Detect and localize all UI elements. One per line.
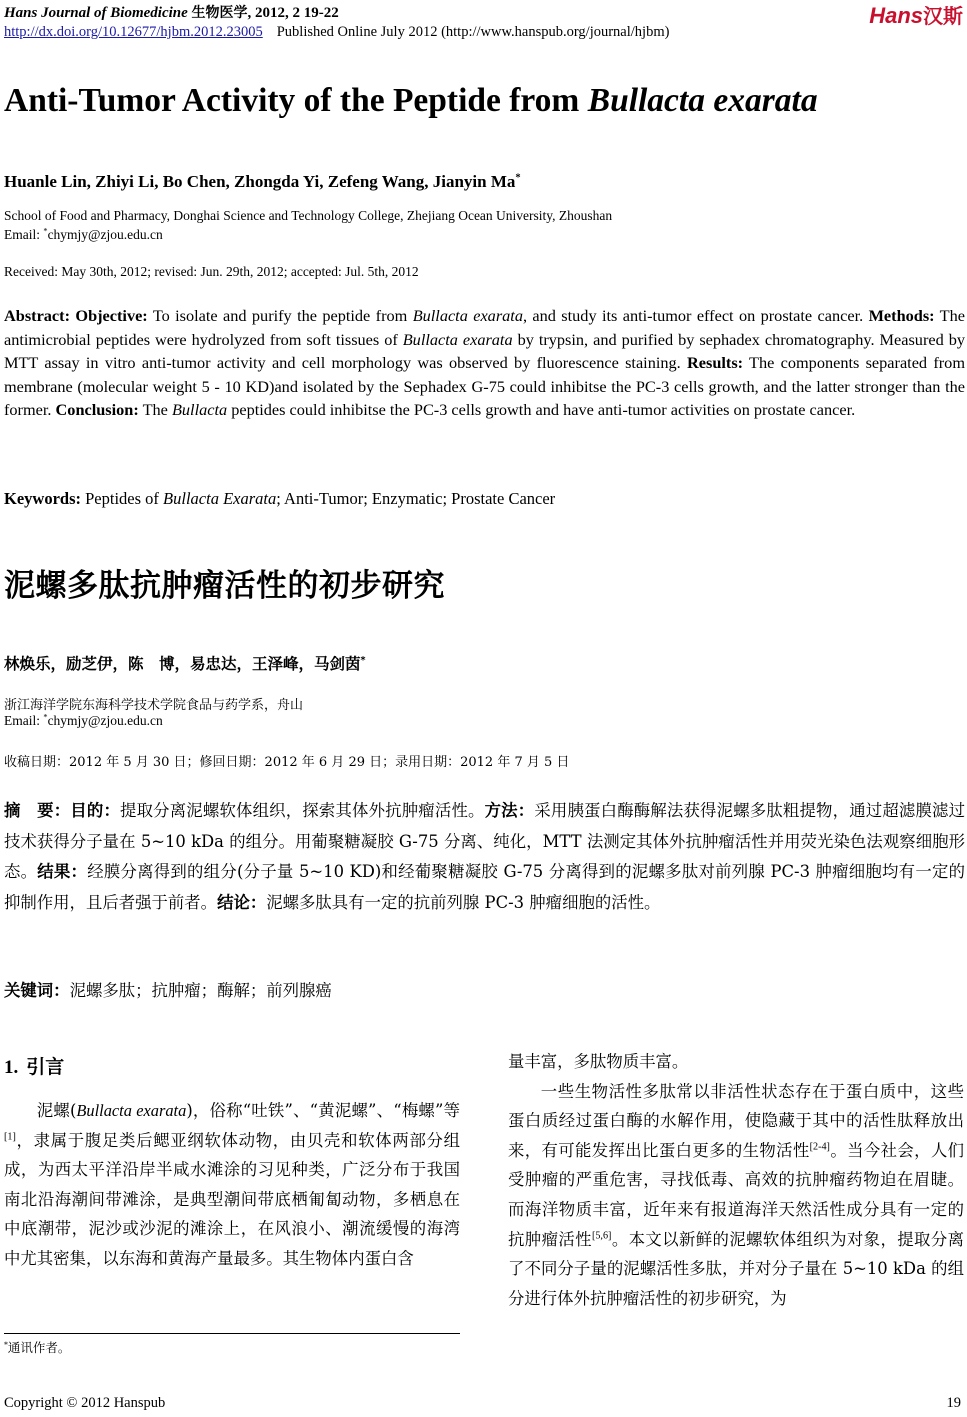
journal-volume: , 2012, 2 19-22 <box>247 5 339 21</box>
methods-text-2: by trypsin, and purified by sephadex chromatography. Measured by MTT assay in vitro anti-tumor activity and cell morphology was observed by fluorescence staining. <box>4 329 965 372</box>
keywords-species: Bullacta Exarata <box>163 489 277 508</box>
authors-list-en: Huanle Lin, Zhiyi Li, Bo Chen, Zhongda Yi, Zefeng Wang, Jianyin Ma <box>4 172 516 191</box>
species-name: Bullacta exarata <box>402 329 513 349</box>
intro-text-c: ，隶属于腹足类后鳃亚纲软体动物，由贝壳和软体两部分组成，为西太平洋沿岸半咸水滩涂的习见种类，广泛分布于我国南北沿海潮间带滩涂，是典型潮间带底栖匍匐动物，多栖息在中底潮带，泥沙或沙泥的滩涂上，在风浪小、潮流缓慢的海湾中尤其密集，以东海和黄海产量最多。其生物体内蛋白含 <box>4 1130 460 1268</box>
email-label-cn: Email: <box>4 713 44 728</box>
keywords-en <box>4 489 555 509</box>
conclusion-label-cn: 结论： <box>217 892 267 912</box>
methods-text-cn: 采用胰蛋白酶酶解法获得泥螺多肽粗提物，通过超滤膜滤过技术获得分子量在 5~10 kDa 的组分。用葡聚糖凝胶 G-75 分离、纯化，MTT 法测定其体外抗肿瘤活性并用荧光染色法观察细胞形态。 <box>4 801 966 881</box>
results-text: The components separated from membrane (molecular weight 5 - 10 KD)and isolated by the Sephadex G-75 could inhibitse the PC-3 cells growth, and the latter stronger than the former. <box>4 353 965 419</box>
intro-paragraph-2 <box>508 1077 964 1314</box>
intro-text-a: 泥螺( <box>36 1101 77 1120</box>
corresponding-mark-cn: * <box>360 654 366 666</box>
section-title: 引言 <box>26 1056 65 1078</box>
abstract-label-cn: 摘 要： <box>4 801 71 820</box>
keywords-text-cn: 泥螺多肽；抗肿瘤；酶解；前列腺癌 <box>69 981 332 1000</box>
keywords-label-cn: 关键词： <box>4 981 70 1000</box>
intro-text-f: 。本文以新鲜的泥螺软体组织为对象，提取分离了不同分子量的泥螺活性多肽，并对分子量在 5~10 kDa 的组分进行体外抗肿瘤活性的初步研究，为 <box>508 1229 965 1308</box>
conclusion-text-2: peptides could inhibitse the PC-3 cells growth and have anti-tumor activities on prostate cancer. <box>227 400 856 419</box>
conclusion-text-cn: 泥螺多肽具有一定的抗前列腺 PC-3 肿瘤细胞的活性。 <box>266 892 661 912</box>
objective-text-1: To isolate and purify the peptide from <box>147 306 413 325</box>
results-text-cn: 经膜分离得到的组分(分子量 5~10 KD)和经葡聚糖凝胶 G-75 分离得到的泥螺多肽对前列腺 PC-3 肿瘤细胞均有一定的抑制作用，且后者强于前者。 <box>4 862 965 912</box>
published-online: Published Online July 2012 (http://www.hanspub.org/journal/hjbm) <box>276 24 670 40</box>
results-label-cn: 结果： <box>37 862 88 881</box>
abstract-cn <box>4 796 965 918</box>
methods-text-1: The antimicrobial peptides were hydrolyzed from soft tissues of <box>4 306 965 349</box>
citation-ref[interactable]: [1] <box>4 1131 16 1143</box>
conclusion-label: Conclusion: <box>55 400 139 419</box>
keywords-text-2: ; Anti-Tumor; Enzymatic; Prostate Cancer <box>276 489 556 508</box>
email-mark: * <box>43 226 48 236</box>
body-column-right <box>508 1047 964 1313</box>
genus-name: Bullacta <box>171 400 228 419</box>
intro-text-d: 一些生物活性多肽常以非活性状态存在于蛋白质中，这些蛋白质经过蛋白酶的水解作用，使隐藏于其中的活性肽释放出来，有可能发挥出比蛋白更多的生物活性 <box>508 1081 964 1160</box>
title-main: Anti-Tumor Activity of the Peptide from <box>4 82 588 119</box>
footnote-text: 通讯作者。 <box>7 1340 71 1355</box>
affiliation-cn: 浙江海洋学院东海科学技术学院食品与药学系，舟山 <box>4 698 304 713</box>
methods-label: Methods: <box>868 306 935 325</box>
results-label: Results: <box>687 353 744 372</box>
authors-en <box>4 172 521 192</box>
intro-paragraph-1-cont: 量丰富，多肽物质丰富。 <box>508 1052 689 1071</box>
logo-text-en: Hans <box>869 3 923 28</box>
intro-paragraph-1 <box>4 1096 460 1274</box>
keywords-text-1: Peptides of <box>81 489 164 508</box>
received-dates-en: Received: May 30th, 2012; revised: Jun. 29th, 2012; accepted: Jul. 5th, 2012 <box>4 264 419 279</box>
email-mark-cn: * <box>43 712 48 722</box>
received-dates-cn: 收稿日期：2012 年 5 月 30 日；修回日期：2012 年 6 月 29 日；录用日期：2012 年 7 月 5 日 <box>4 755 570 770</box>
abstract-label: Abstract: <box>4 306 71 325</box>
journal-name: Hans Journal of Biomedicine <box>4 5 188 21</box>
corresponding-mark: * <box>515 172 521 184</box>
objective-label-cn: 目的： <box>70 801 121 820</box>
logo-text-cn: 汉斯 <box>923 4 963 28</box>
conclusion-text-1: The <box>138 400 172 419</box>
species-name: Bullacta exarata <box>412 306 523 325</box>
abstract-en <box>4 304 965 422</box>
footnote-mark: * <box>4 1339 8 1349</box>
email-address-cn[interactable]: chymjy@zjou.edu.cn <box>47 713 163 728</box>
authors-cn <box>4 652 366 674</box>
section-number: 1. <box>4 1057 19 1078</box>
page-number: 19 <box>946 1395 961 1411</box>
email-label: Email: <box>4 227 44 242</box>
email-en <box>4 227 163 243</box>
intro-text-e: 。当今社会，人们受肿瘤的严重危害，寻找低毒、高效的抗肿瘤药物迫在眉睫。而海洋物质丰富，近年来有报道海洋天然活性成分具有一定的抗肿瘤活性 <box>508 1140 965 1249</box>
intro-species: Bullacta exarata <box>76 1101 187 1120</box>
keywords-label: Keywords: <box>4 489 81 508</box>
objective-label: Objective: <box>75 306 148 325</box>
hans-logo <box>869 0 963 29</box>
title-species: Bullacta exarata <box>587 82 818 119</box>
doi-link[interactable]: http://dx.doi.org/10.12677/hjbm.2012.23005 <box>4 24 263 40</box>
paper-title-cn: 泥螺多肽抗肿瘤活性的初步研究 <box>4 568 445 604</box>
journal-header <box>4 2 339 22</box>
paper-title-en <box>4 82 818 120</box>
citation-ref[interactable]: [2-4] <box>809 1141 830 1153</box>
intro-text-b: )，俗称“吐铁”、“黄泥螺”、“梅螺”等 <box>186 1101 461 1120</box>
citation-ref[interactable]: [5,6] <box>591 1230 612 1242</box>
body-column-left <box>4 1096 460 1274</box>
email-cn <box>4 713 163 729</box>
section-heading-intro <box>4 1052 64 1079</box>
journal-name-cn: 生物医学 <box>191 5 248 21</box>
affiliation-en: School of Food and Pharmacy, Donghai Science and Technology College, Zhejiang Ocean University, Zhoushan <box>4 208 613 223</box>
journal-links <box>4 24 669 41</box>
objective-text-2: , and study its anti-tumor effect on prostate cancer. <box>522 306 869 325</box>
objective-text-cn: 提取分离泥螺软体组织，探索其体外抗肿瘤活性。 <box>120 801 485 820</box>
authors-list-cn: 林焕乐，励芝伊，陈 博，易忠达，王泽峰，马剑茵 <box>4 655 361 673</box>
copyright-notice: Copyright © 2012 Hanspub <box>4 1395 166 1411</box>
methods-label-cn: 方法： <box>484 801 535 820</box>
footnote-divider <box>4 1333 460 1334</box>
footnote <box>4 1338 70 1356</box>
keywords-cn <box>4 977 332 1001</box>
email-address[interactable]: chymjy@zjou.edu.cn <box>47 227 163 242</box>
